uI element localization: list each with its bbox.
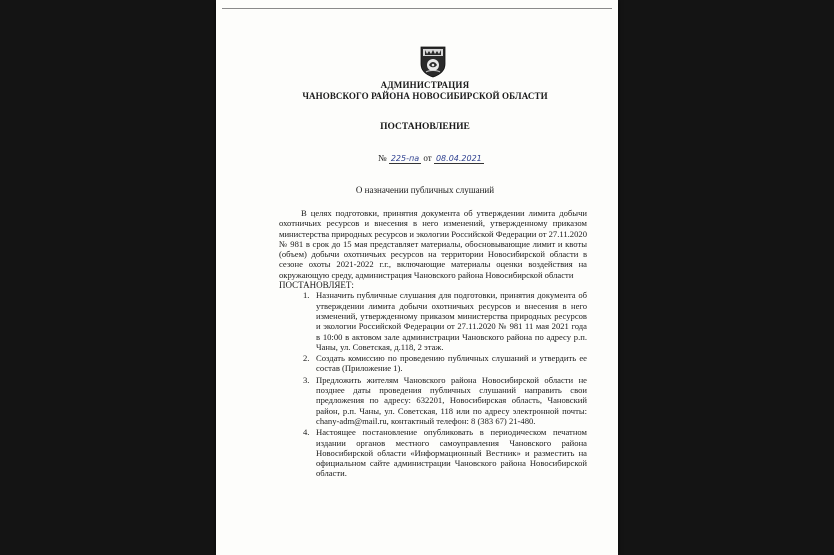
document-number-line xyxy=(378,153,484,164)
item-text: Настоящее постановление опубликовать в периодическом печатном издании органов местного самоуправления Чановского района Новосибирской области «Информационный Вестник» и разместить на официальном сайте администрации Чановского района Новосибирской области. xyxy=(316,427,587,479)
list-item xyxy=(303,353,587,374)
item-number: 3. xyxy=(303,374,310,385)
item-text: Создать комиссию по проведению публичных слушаний и утвердить ее состав (Приложение 1). xyxy=(316,353,587,374)
top-rule xyxy=(222,8,612,9)
item-text: Назначить публичные слушания для подготовки, принятия документа об утверждении лимита добычи охотничьих ресурсов и внесения в него изменений, утвержденному приказом министерства природных ресурсов и экологии Российской Федерации от 27.11.2020 № 981 11 мая 2021 года в 10:00 в актовом зале администрации Чановского района по адресу р.п. Чаны, ул. Советская, д.118, 2 этаж. xyxy=(316,290,587,352)
resolution-list xyxy=(279,290,587,478)
item-text: Предложить жителям Чановского района Новосибирской области не позднее даты проведения публичных слушаний направить свои предложения по адресу: 632201, Новосибирская область, Чановский район, р.п. Чаны, ул. Советская, 118 или по адресу электронной почты: chany-adm@mail.ru, контактный телефон: 8 (383 67) 21-480. xyxy=(316,374,587,426)
document-number: 225-па xyxy=(390,154,420,163)
number-prefix: № xyxy=(378,153,387,163)
intro-paragraph: В целях подготовки, принятия документа об утверждении лимита добычи охотничьих ресурсов и внесения в него изменений, утвержденному приказом министерства природных ресурсов и экологии Российской Федерации от 27.11.2020 № 981 в срок до 15 мая представляет материалы, обосновывающие лимит и квоты (объем) добычи охотничьих ресурсов на территории Новосибирской области в сезоне охоты 2021-2022 г.г., включающие материалы оценки воздействия на окружающую среду, администрация Чановского района Новосибирской области xyxy=(279,208,587,280)
list-item xyxy=(303,290,587,352)
list-item xyxy=(303,374,587,426)
org-name-line2: ЧАНОВСКОГО РАЙОНА НОВОСИБИРСКОЙ ОБЛАСТИ xyxy=(302,91,548,101)
document-page xyxy=(216,0,618,555)
item-number: 1. xyxy=(303,290,310,301)
document-type: ПОСТАНОВЛЕНИЕ xyxy=(380,122,470,132)
org-name-line1: АДМИНИСТРАЦИЯ xyxy=(380,80,470,90)
item-number: 4. xyxy=(303,427,310,438)
resolve-heading: ПОСТАНОВЛЯЕТ: xyxy=(279,280,354,291)
document-date: 08.04.2021 xyxy=(435,154,482,163)
document-body xyxy=(279,208,587,479)
item-number: 2. xyxy=(303,353,310,364)
date-prefix: от xyxy=(423,153,432,163)
list-item xyxy=(303,427,587,479)
coat-of-arms-icon xyxy=(419,46,447,78)
document-subject: О назначении публичных слушаний xyxy=(355,185,495,195)
